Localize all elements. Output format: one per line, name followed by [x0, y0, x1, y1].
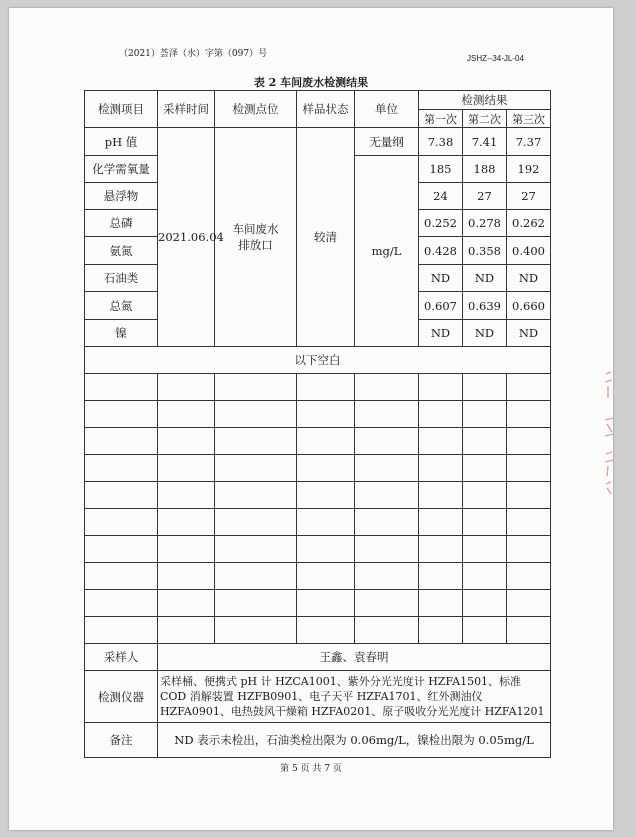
empty-row	[85, 617, 551, 644]
unit-mgl: mg/L	[355, 156, 419, 347]
value: 0.252	[419, 210, 463, 237]
row-item: 悬浮物	[85, 183, 158, 210]
header-time: 采样时间	[158, 91, 215, 128]
value: 192	[507, 156, 551, 183]
value: 185	[419, 156, 463, 183]
instrument-value: 采样桶、便携式 pH 计 HZCA1001、紫外分光光度计 HZFA1501、标准 COD 消解装置 HZFB0901、电子天平 HZFA1701、红外测油仪 HZFA0901、电热鼓风干燥箱 HZFA0201、原子吸收分光光度计 HZFA1201	[158, 671, 551, 723]
value: 7.38	[419, 128, 463, 156]
header-unit: 单位	[355, 91, 419, 128]
sample-state: 较清	[297, 128, 355, 347]
empty-row	[85, 482, 551, 509]
location-line-1: 车间废水	[232, 222, 279, 236]
empty-row	[85, 536, 551, 563]
empty-row	[85, 509, 551, 536]
empty-row	[85, 455, 551, 482]
header-round-1: 第一次	[419, 110, 463, 128]
empty-row	[85, 428, 551, 455]
form-code: JSHZ--34-JL-04	[467, 54, 524, 63]
header-item: 检测项目	[85, 91, 158, 128]
row-item: 化学需氧量	[85, 156, 158, 183]
value: ND	[463, 265, 507, 292]
sample-location	[215, 128, 297, 347]
sample-time: 2021.06.04	[158, 128, 215, 347]
value: ND	[463, 320, 507, 347]
value: 0.639	[463, 292, 507, 320]
blank-note: 以下空白	[85, 347, 551, 374]
sampler-label: 采样人	[85, 644, 158, 671]
value: 0.278	[463, 210, 507, 237]
row-item: 氨氮	[85, 237, 158, 265]
value: 0.660	[507, 292, 551, 320]
value: 188	[463, 156, 507, 183]
document-number: （2021）荟泽（水）字第（097）号	[119, 49, 268, 59]
red-stamp-fragment	[602, 368, 616, 498]
row-item: 石油类	[85, 265, 158, 292]
empty-row	[85, 563, 551, 590]
header-location: 检测点位	[215, 91, 297, 128]
header-results: 检测结果	[419, 91, 551, 110]
value: 0.358	[463, 237, 507, 265]
value: 0.400	[507, 237, 551, 265]
row-item: 镍	[85, 320, 158, 347]
value: 0.262	[507, 210, 551, 237]
header-state: 样品状态	[297, 91, 355, 128]
value: 24	[419, 183, 463, 210]
value: 7.41	[463, 128, 507, 156]
value: ND	[507, 265, 551, 292]
empty-row	[85, 590, 551, 617]
value: 27	[507, 183, 551, 210]
page-footer: 第 5 页 共 7 页	[280, 764, 342, 774]
row-item: 总氮	[85, 292, 158, 320]
sampler-value: 王鑫、袁春明	[158, 644, 551, 671]
value: 27	[463, 183, 507, 210]
value: 0.607	[419, 292, 463, 320]
empty-row	[85, 401, 551, 428]
location-line-2: 排放口	[238, 238, 273, 252]
value: ND	[507, 320, 551, 347]
value: 7.37	[507, 128, 551, 156]
wastewater-results-table	[84, 90, 551, 758]
remark-label: 备注	[85, 723, 158, 758]
value: 0.428	[419, 237, 463, 265]
instrument-label: 检测仪器	[85, 671, 158, 723]
header-round-2: 第二次	[463, 110, 507, 128]
table-row	[85, 128, 551, 156]
empty-row	[85, 374, 551, 401]
remark-value: ND 表示未检出，石油类检出限为 0.06mg/L，镍检出限为 0.05mg/L	[158, 723, 551, 758]
value: ND	[419, 265, 463, 292]
value: ND	[419, 320, 463, 347]
row-item: 总磷	[85, 210, 158, 237]
row-item: pH 值	[85, 128, 158, 156]
header-round-3: 第三次	[507, 110, 551, 128]
unit-ph: 无量纲	[355, 128, 419, 156]
document-page	[9, 8, 613, 830]
table-title: 表 2 车间废水检测结果	[253, 76, 369, 89]
